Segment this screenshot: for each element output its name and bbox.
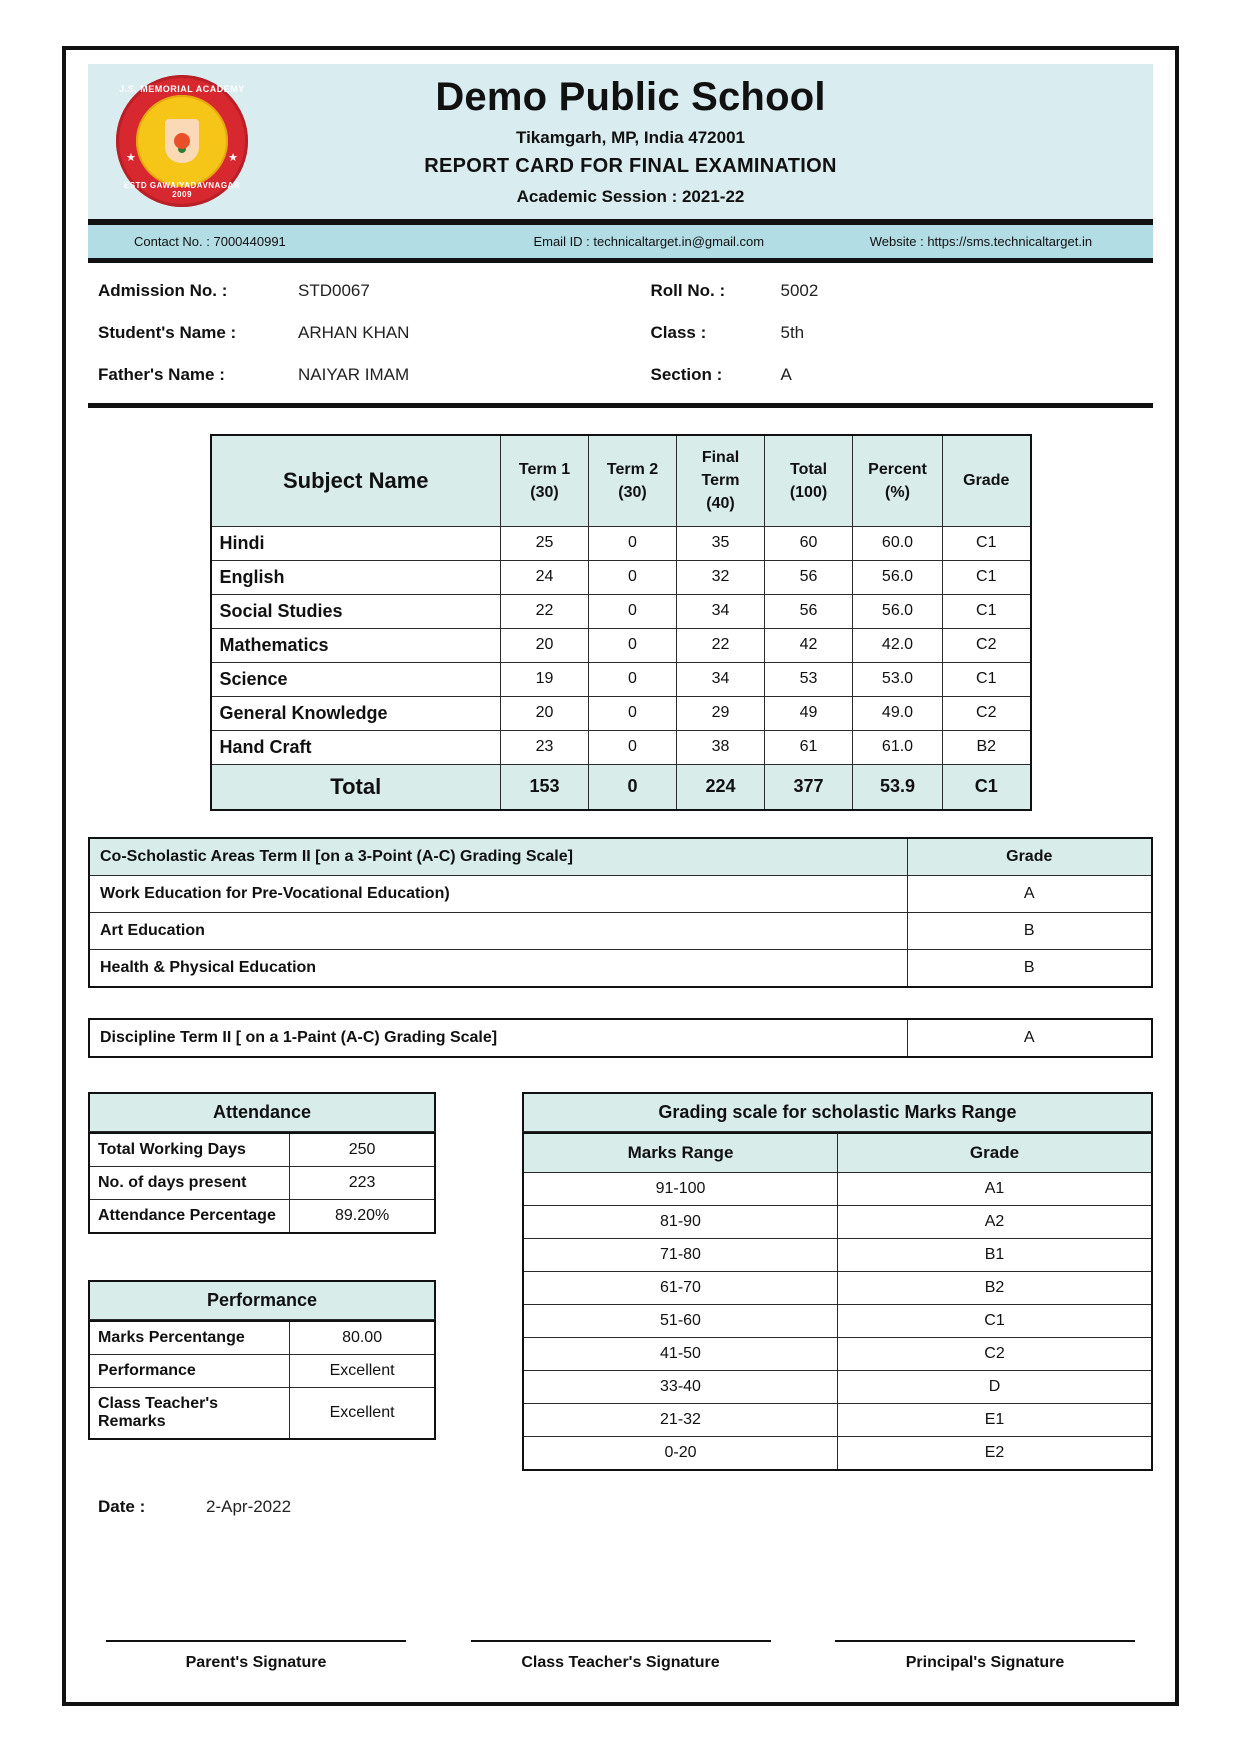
marks-cell-term1: 19 [501, 662, 589, 696]
father-name-label: Father's Name : [98, 365, 225, 384]
marks-cell-term2: 0 [589, 696, 677, 730]
grading-scale-range: 41-50 [523, 1337, 838, 1370]
marks-total-final: 224 [677, 764, 765, 810]
grading-scale-range: 33-40 [523, 1370, 838, 1403]
date-row [88, 1497, 1153, 1517]
marks-total-term2: 0 [589, 764, 677, 810]
co-scholastic-grade: B [907, 949, 1152, 987]
grading-scale-grade: E1 [838, 1403, 1153, 1436]
academic-session: Academic Session : 2021-22 [516, 187, 745, 206]
table-row [211, 696, 1031, 730]
marks-cell-grade: B2 [943, 730, 1031, 764]
roll-no-label: Roll No. : [650, 281, 726, 300]
date-value: 2-Apr-2022 [206, 1496, 292, 1516]
bottom-right-column [522, 1092, 1153, 1471]
table-row [211, 730, 1031, 764]
section-row [651, 365, 1144, 385]
marks-cell-subject: Mathematics [211, 628, 501, 662]
logo-inner-ring [136, 95, 228, 187]
marks-cell-final: 22 [677, 628, 765, 662]
marks-col-header: Total (100) [765, 435, 853, 526]
marks-cell-term1: 23 [501, 730, 589, 764]
date-label: Date : [98, 1496, 146, 1516]
marks-cell-total: 53 [765, 662, 853, 696]
marks-cell-final: 35 [677, 526, 765, 560]
marks-cell-subject: General Knowledge [211, 696, 501, 730]
table-row [211, 662, 1031, 696]
table-row [523, 1370, 1152, 1403]
grading-scale-range: 91-100 [523, 1172, 838, 1205]
marks-col-header: Grade [943, 435, 1031, 526]
section-label: Section : [650, 365, 723, 384]
discipline-grade: A [907, 1019, 1152, 1057]
header-text-block [262, 74, 1139, 207]
grading-scale-range: 71-80 [523, 1238, 838, 1271]
marks-cell-term2: 0 [589, 628, 677, 662]
flex-spacer [88, 1517, 1153, 1554]
performance-value: Excellent [290, 1354, 435, 1387]
marks-cell-percent: 60.0 [853, 526, 943, 560]
signature-line [471, 1640, 771, 1642]
signature-line [106, 1640, 406, 1642]
grading-scale-table [522, 1092, 1153, 1471]
marks-total-row [211, 764, 1031, 810]
marks-cell-total: 42 [765, 628, 853, 662]
marks-table [210, 434, 1032, 811]
school-logo-icon [116, 75, 248, 207]
table-row [89, 1133, 435, 1167]
discipline-title: Discipline Term II [ on a 1-Paint (A-C) Grading Scale] [89, 1019, 907, 1057]
co-scholastic-area: Art Education [89, 912, 907, 949]
section-value: A [780, 365, 792, 384]
table-row [89, 1387, 435, 1439]
table-row [89, 1354, 435, 1387]
class-value: 5th [780, 323, 805, 342]
marks-cell-grade: C1 [943, 594, 1031, 628]
marks-total-term1: 153 [501, 764, 589, 810]
signature-line [835, 1640, 1135, 1642]
marks-cell-percent: 42.0 [853, 628, 943, 662]
report-title: REPORT CARD FOR FINAL EXAMINATION [424, 155, 837, 177]
contact-email: Email ID : technicaltarget.in@gmail.com [533, 234, 765, 249]
marks-cell-subject: Social Studies [211, 594, 501, 628]
marks-total-total: 377 [765, 764, 853, 810]
contact-bar [88, 225, 1153, 263]
table-row [523, 1403, 1152, 1436]
attendance-value: 250 [290, 1133, 435, 1167]
marks-cell-grade: C1 [943, 526, 1031, 560]
school-name: Demo Public School [435, 75, 826, 119]
grading-scale-range: 81-90 [523, 1205, 838, 1238]
co-scholastic-grade: A [907, 875, 1152, 912]
table-row [211, 560, 1031, 594]
marks-cell-term1: 22 [501, 594, 589, 628]
marks-cell-final: 34 [677, 662, 765, 696]
table-row [211, 628, 1031, 662]
marks-cell-total: 56 [765, 594, 853, 628]
co-scholastic-head [89, 838, 1152, 876]
co-scholastic-header-row [89, 838, 1152, 876]
table-row [89, 912, 1152, 949]
student-name-value: ARHAN KHAN [298, 323, 410, 342]
grading-scale-grade: D [838, 1370, 1153, 1403]
table-row [523, 1238, 1152, 1271]
attendance-table [88, 1092, 436, 1234]
co-scholastic-area: Work Education for Pre-Vocational Education) [89, 875, 907, 912]
marks-cell-term1: 25 [501, 526, 589, 560]
marks-cell-total: 56 [765, 560, 853, 594]
attendance-value: 89.20% [290, 1199, 435, 1233]
signature-block [106, 1640, 406, 1672]
table-row [89, 875, 1152, 912]
contact-phone: Contact No. : 7000440991 [134, 234, 286, 249]
grading-scale-grade: A2 [838, 1205, 1153, 1238]
roll-no-row [651, 281, 1144, 301]
performance-value: 80.00 [290, 1321, 435, 1355]
grading-scale-grade: B2 [838, 1271, 1153, 1304]
co-scholastic-table [88, 837, 1153, 988]
school-header [88, 64, 1153, 225]
marks-col-header: Subject Name [211, 435, 501, 526]
discipline-body [89, 1019, 1152, 1057]
student-name-row [98, 323, 591, 343]
discipline-row [89, 1019, 1152, 1057]
class-label: Class : [650, 323, 707, 342]
marks-table-body [211, 526, 1031, 810]
marks-cell-total: 49 [765, 696, 853, 730]
marks-cell-term1: 20 [501, 628, 589, 662]
signature-block [471, 1640, 771, 1672]
marks-cell-term1: 20 [501, 696, 589, 730]
grading-scale-grade: C2 [838, 1337, 1153, 1370]
attendance-key: Total Working Days [89, 1133, 290, 1167]
table-row [89, 1321, 435, 1355]
attendance-body [89, 1133, 435, 1233]
marks-cell-final: 34 [677, 594, 765, 628]
table-row [89, 949, 1152, 987]
table-row [523, 1271, 1152, 1304]
report-card-border [62, 46, 1179, 1706]
bottom-section [88, 1092, 1153, 1471]
table-row [523, 1304, 1152, 1337]
co-scholastic-body [89, 875, 1152, 987]
marks-cell-final: 29 [677, 696, 765, 730]
grading-scale-range: 21-32 [523, 1403, 838, 1436]
marks-cell-grade: C2 [943, 696, 1031, 730]
grading-scale-header-row [523, 1133, 1152, 1173]
co-scholastic-grade-header: Grade [907, 838, 1152, 876]
student-info [88, 263, 1153, 408]
bottom-left-column [88, 1092, 436, 1471]
marks-cell-term2: 0 [589, 526, 677, 560]
marks-cell-final: 38 [677, 730, 765, 764]
logo-rose-icon [174, 133, 190, 149]
marks-cell-subject: Science [211, 662, 501, 696]
performance-block [88, 1280, 436, 1440]
performance-key: Marks Percentange [89, 1321, 290, 1355]
grading-scale-grade: B1 [838, 1238, 1153, 1271]
attendance-key: No. of days present [89, 1166, 290, 1199]
marks-col-header: Term 1 (30) [501, 435, 589, 526]
table-row [523, 1205, 1152, 1238]
grading-scale-title: Grading scale for scholastic Marks Range [522, 1092, 1153, 1132]
performance-value: Excellent [290, 1387, 435, 1439]
marks-cell-final: 32 [677, 560, 765, 594]
marks-cell-total: 60 [765, 526, 853, 560]
logo-shield-icon [165, 119, 199, 163]
admission-no-row [98, 281, 591, 301]
signature-label: Parent's Signature [185, 1654, 327, 1671]
performance-table [88, 1280, 436, 1440]
marks-cell-subject: English [211, 560, 501, 594]
logo-top-text: J.S. MEMORIAL ACADEMY [119, 83, 245, 94]
marks-header-row [211, 435, 1031, 526]
grading-scale-range: 0-20 [523, 1436, 838, 1470]
logo-star-left-icon: ★ [126, 152, 136, 165]
co-scholastic-title: Co-Scholastic Areas Term II [on a 3-Point (A-C) Grading Scale] [89, 838, 907, 876]
attendance-key: Attendance Percentage [89, 1199, 290, 1233]
marks-table-head [211, 435, 1031, 526]
marks-cell-grade: C2 [943, 628, 1031, 662]
admission-no-value: STD0067 [298, 281, 370, 300]
table-row [523, 1436, 1152, 1470]
grading-scale-grade: A1 [838, 1172, 1153, 1205]
marks-cell-subject: Hand Craft [211, 730, 501, 764]
contact-website: Website : https://sms.technicaltarget.in [869, 234, 1093, 249]
grading-scale-grade: C1 [838, 1304, 1153, 1337]
marks-cell-grade: C1 [943, 662, 1031, 696]
father-name-row [98, 365, 591, 385]
table-row [89, 1166, 435, 1199]
table-row [211, 594, 1031, 628]
grading-scale-col-header: Marks Range [523, 1133, 838, 1173]
marks-cell-percent: 49.0 [853, 696, 943, 730]
marks-cell-term2: 0 [589, 594, 677, 628]
marks-cell-grade: C1 [943, 560, 1031, 594]
attendance-title: Attendance [88, 1092, 436, 1132]
student-info-left [98, 281, 591, 389]
marks-cell-term2: 0 [589, 730, 677, 764]
admission-no-label: Admission No. : [98, 281, 228, 300]
grading-scale-grade: E2 [838, 1436, 1153, 1470]
co-scholastic-area: Health & Physical Education [89, 949, 907, 987]
discipline-table [88, 1018, 1153, 1058]
logo-bottom-text: ESTD GAWA/YADAVNAGAR 2009 [123, 180, 241, 199]
roll-no-value: 5002 [780, 281, 819, 300]
grading-scale-range: 61-70 [523, 1271, 838, 1304]
grading-scale-head [523, 1133, 1152, 1173]
grading-scale-body [523, 1172, 1152, 1470]
marks-cell-term2: 0 [589, 560, 677, 594]
student-info-right [591, 281, 1144, 389]
marks-total-grade: C1 [943, 764, 1031, 810]
student-name-label: Student's Name : [98, 323, 237, 342]
marks-col-header: Final Term (40) [677, 435, 765, 526]
performance-body [89, 1321, 435, 1439]
table-row [211, 526, 1031, 560]
marks-cell-term2: 0 [589, 662, 677, 696]
table-row [89, 1199, 435, 1233]
school-logo-wrap [102, 75, 262, 207]
marks-cell-percent: 53.0 [853, 662, 943, 696]
performance-key: Performance [89, 1354, 290, 1387]
attendance-value: 223 [290, 1166, 435, 1199]
marks-total-percent: 53.9 [853, 764, 943, 810]
grading-scale-col-header: Grade [838, 1133, 1153, 1173]
marks-cell-total: 61 [765, 730, 853, 764]
marks-cell-percent: 56.0 [853, 594, 943, 628]
marks-total-subject: Total [211, 764, 501, 810]
marks-cell-subject: Hindi [211, 526, 501, 560]
signature-block [835, 1640, 1135, 1672]
table-row [523, 1337, 1152, 1370]
marks-col-header: Term 2 (30) [589, 435, 677, 526]
performance-title: Performance [88, 1280, 436, 1320]
class-row [651, 323, 1144, 343]
school-address: Tikamgarh, MP, India 472001 [516, 128, 745, 147]
grading-scale-range: 51-60 [523, 1304, 838, 1337]
signature-label: Principal's Signature [905, 1654, 1065, 1671]
marks-col-header: Percent (%) [853, 435, 943, 526]
signatures-row [88, 1640, 1153, 1682]
signature-label: Class Teacher's Signature [521, 1654, 720, 1671]
logo-star-right-icon: ★ [228, 152, 238, 165]
father-name-value: NAIYAR IMAM [298, 365, 410, 384]
co-scholastic-grade: B [907, 912, 1152, 949]
marks-cell-percent: 61.0 [853, 730, 943, 764]
marks-cell-percent: 56.0 [853, 560, 943, 594]
marks-cell-term1: 24 [501, 560, 589, 594]
table-row [523, 1172, 1152, 1205]
performance-key: Class Teacher's Remarks [89, 1387, 290, 1439]
